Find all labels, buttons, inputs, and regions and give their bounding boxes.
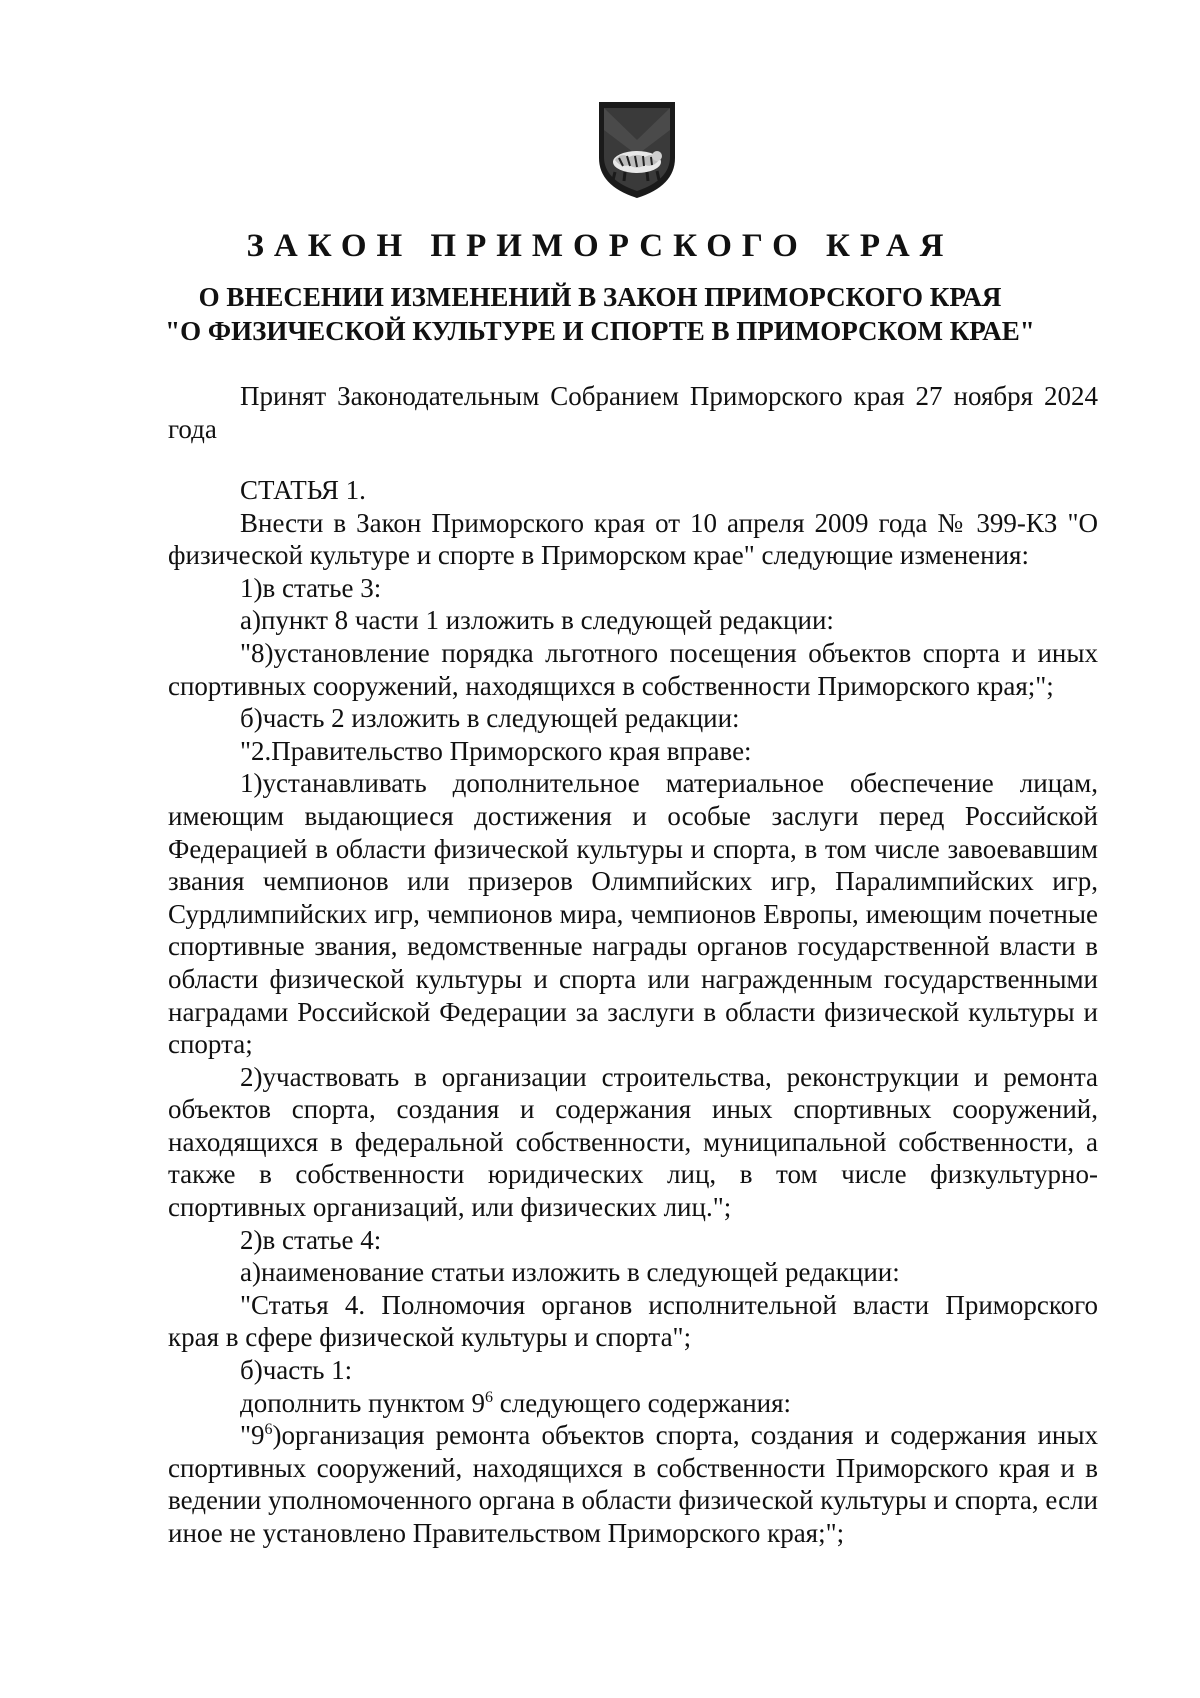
paragraph-subitem-b-2: б)часть 1: [240,1355,353,1386]
article-heading: СТАТЬЯ 1. [240,475,366,505]
adoption-notice-block [168,380,1098,445]
paragraph-power-1: 1)устанавливать дополнительное материальное обеспечение лицам, имеющим выдающиеся достижения и особые заслуги перед Российской Федерацией в области физической культуры и спорта, в том числе завоевавшим звания чемпионов или призеров Олимпийских игр, Паралимпийских игр, Сурдлимпийских игр, чемпионов мира, чемпионов Европы, имеющим почетные спортивные звания, ведомственные награды органов государственной власти в области физической культуры и спорта или награжденным государственными наградами Российской Федерации за заслуги в области физической культуры и спорта; [168,768,1098,1060]
law-subtitle [120,280,1080,348]
paragraph-subitem-b: б)часть 2 изложить в следующей редакции: [240,703,740,734]
coat-of-arms-emblem [597,100,677,200]
paragraph-power-2: 2)участвовать в организации строительства, реконструкции и ремонта объектов спорта, создания и содержания иных спортивных сооружений, находящихся в федеральной собственности, муниципальной собственности, а также в собственности юридических лиц, в том числе физкультурно-спортивных организаций, или физических лиц."; [168,1061,1098,1223]
subtitle-line-2: "О ФИЗИЧЕСКОЙ КУЛЬТУРЕ И СПОРТЕ В ПРИМОРСКОМ КРАЕ" [165,316,1035,346]
paragraph-subitem-a: а)пункт 8 части 1 изложить в следующей редакции: [240,605,834,636]
law-title: ЗАКОН ПРИМОРСКОГО КРАЯ [246,228,954,264]
add-point-text: дополнить пунктом 9 [240,1387,485,1418]
superscript: 6 [264,1421,273,1439]
subtitle-line-1: О ВНЕСЕНИИ ИЗМЕНЕНИЙ В ЗАКОН ПРИМОРСКОГО КРАЯ [198,282,1002,312]
paragraph-intro: Внести в Закон Приморского края от 10 апреля 2009 года № 399-КЗ "О физической культуре и спорте в Приморском крае" следующие изменения: [168,507,1098,571]
point-number: "9 [240,1420,265,1451]
paragraph-part-2-intro: "2.Правительство Приморского края вправе: [240,735,752,766]
paragraph-add-point [168,1387,1098,1420]
paragraph-point-8: "8)установление порядка льготного посещения объектов спорта и иных спортивных сооружений, находящихся в собственности Приморского края;"; [168,637,1098,701]
paragraph-item-1: 1)в статье 3: [240,572,382,603]
paragraph-item-2: 2)в статье 4: [240,1224,382,1255]
paragraph-subitem-a-2: а)наименование статьи изложить в следующей редакции: [240,1257,900,1288]
superscript: 6 [485,1388,493,1406]
point-text: )организация ремонта объектов спорта, создания и содержания иных спортивных сооружений, находящихся в собственности Приморского края и в ведении уполномоченного органа в области физической культуры и спорта, если иное не установлено Правительством Приморского края;"; [168,1420,1098,1548]
add-point-text-end: следующего содержания: [493,1387,792,1418]
paragraph-article-4-title: "Статья 4. Полномочия органов исполнительной власти Приморского края в сфере физической культуры и спорта"; [168,1289,1098,1353]
article-body [168,474,1098,1550]
paragraph-point-9-6 [168,1419,1098,1549]
adoption-notice: Принят Законодательным Собранием Приморского края 27 ноября 2024 года [168,381,1098,444]
